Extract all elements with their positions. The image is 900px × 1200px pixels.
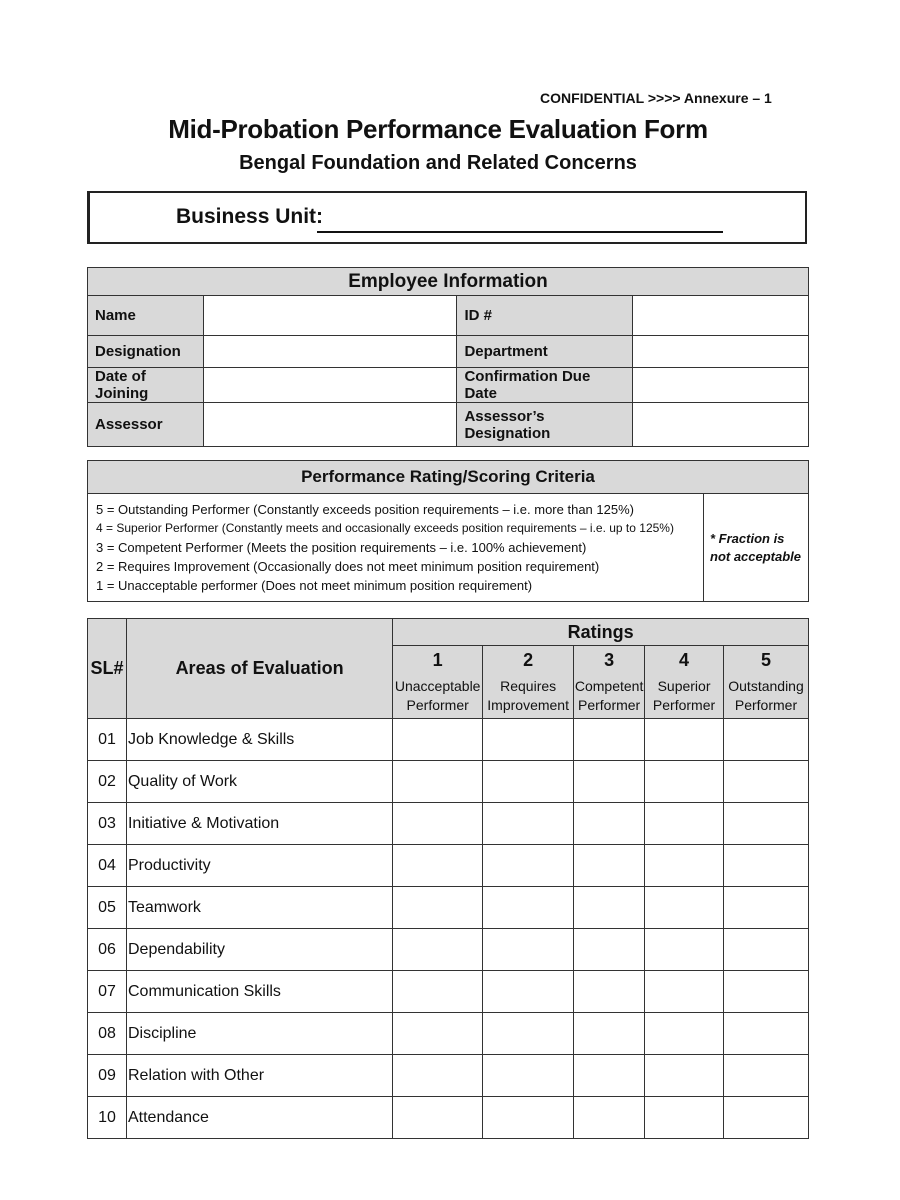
rating-3-cell[interactable]: [574, 719, 645, 761]
rating-5-desc-line-2: Performer: [734, 697, 798, 713]
evaluation-area-label: Dependability: [126, 929, 392, 971]
fraction-note: * Fraction is not acceptable: [704, 494, 809, 602]
table-row: [88, 887, 809, 929]
table-row: [88, 1097, 809, 1139]
date-of-joining-field[interactable]: [203, 368, 457, 403]
rating-3-cell[interactable]: [574, 971, 645, 1013]
table-row: [88, 719, 809, 761]
rating-3-cell[interactable]: [574, 1055, 645, 1097]
table-row: [88, 971, 809, 1013]
evaluation-area-label: Quality of Work: [126, 761, 392, 803]
rating-3-cell[interactable]: [574, 887, 645, 929]
rating-criteria-heading: Performance Rating/Scoring Criteria: [88, 461, 809, 494]
sl-column-header: SL#: [88, 619, 127, 719]
evaluation-area-label: Attendance: [126, 1097, 392, 1139]
rating-2-cell[interactable]: [483, 845, 574, 887]
rating-4-description: [645, 674, 724, 719]
rating-2-cell[interactable]: [483, 761, 574, 803]
assessor-label: Assessor: [88, 403, 204, 447]
row-serial-number: 03: [88, 803, 127, 845]
rating-5-number: 5: [724, 646, 809, 675]
business-unit-label: Business Unit:: [176, 205, 324, 228]
table-row: [88, 929, 809, 971]
rating-4-cell[interactable]: [645, 887, 724, 929]
rating-4-desc-line-1: Superior: [657, 678, 711, 694]
rating-2-cell[interactable]: [483, 929, 574, 971]
rating-5-cell[interactable]: [724, 929, 809, 971]
areas-column-header: Areas of Evaluation: [126, 619, 392, 719]
rating-2-cell[interactable]: [483, 1097, 574, 1139]
confidential-annexure-label: CONFIDENTIAL >>>> Annexure – 1: [540, 90, 772, 106]
designation-label: Designation: [88, 336, 204, 368]
evaluation-area-label: Job Knowledge & Skills: [126, 719, 392, 761]
employee-information-heading: Employee Information: [88, 268, 809, 296]
rating-1-cell[interactable]: [393, 803, 483, 845]
rating-4-cell[interactable]: [645, 1013, 724, 1055]
evaluation-area-label: Initiative & Motivation: [126, 803, 392, 845]
rating-1-cell[interactable]: [393, 971, 483, 1013]
criteria-line: 3 = Competent Performer (Meets the position requirements – i.e. 100% achievement): [96, 540, 587, 555]
rating-4-cell[interactable]: [645, 803, 724, 845]
rating-2-cell[interactable]: [483, 1013, 574, 1055]
row-serial-number: 02: [88, 761, 127, 803]
criteria-line: 1 = Unacceptable performer (Does not meet minimum position requirement): [96, 578, 533, 593]
rating-2-cell[interactable]: [483, 1055, 574, 1097]
rating-2-number: 2: [483, 646, 574, 675]
designation-field[interactable]: [203, 336, 457, 368]
rating-4-cell[interactable]: [645, 929, 724, 971]
row-serial-number: 01: [88, 719, 127, 761]
rating-3-cell[interactable]: [574, 1013, 645, 1055]
rating-4-cell[interactable]: [645, 761, 724, 803]
rating-5-cell[interactable]: [724, 719, 809, 761]
rating-2-description: [483, 674, 574, 719]
department-label: Department: [457, 336, 633, 368]
rating-3-number: 3: [574, 646, 645, 675]
department-field[interactable]: [633, 336, 809, 368]
evaluation-rows: [88, 719, 809, 1139]
rating-4-number: 4: [645, 646, 724, 675]
rating-3-desc-line-1: Competent: [574, 678, 644, 694]
rating-5-cell[interactable]: [724, 845, 809, 887]
rating-criteria-table: [87, 460, 809, 602]
rating-1-number: 1: [393, 646, 483, 675]
rating-3-cell[interactable]: [574, 845, 645, 887]
id-label: ID #: [457, 296, 633, 336]
rating-3-description: [574, 674, 645, 719]
rating-2-cell[interactable]: [483, 887, 574, 929]
row-serial-number: 07: [88, 971, 127, 1013]
rating-5-cell[interactable]: [724, 1013, 809, 1055]
rating-5-cell[interactable]: [724, 1097, 809, 1139]
employee-information-table: [87, 267, 809, 447]
row-serial-number: 06: [88, 929, 127, 971]
rating-1-cell[interactable]: [393, 887, 483, 929]
rating-4-cell[interactable]: [645, 719, 724, 761]
row-serial-number: 05: [88, 887, 127, 929]
rating-4-cell[interactable]: [645, 1097, 724, 1139]
rating-1-description: [393, 674, 483, 719]
criteria-line: 2 = Requires Improvement (Occasionally does not meet minimum position requirement): [96, 559, 600, 574]
id-field[interactable]: [633, 296, 809, 336]
rating-1-cell[interactable]: [393, 1013, 483, 1055]
rating-5-cell[interactable]: [724, 803, 809, 845]
row-serial-number: 10: [88, 1097, 127, 1139]
rating-2-cell[interactable]: [483, 803, 574, 845]
rating-2-desc-line-2: Improvement: [487, 697, 569, 713]
rating-1-cell[interactable]: [393, 929, 483, 971]
evaluation-area-label: Relation with Other: [126, 1055, 392, 1097]
assessor-field[interactable]: [203, 403, 457, 447]
rating-5-cell[interactable]: [724, 887, 809, 929]
rating-3-cell[interactable]: [574, 1097, 645, 1139]
table-row: [88, 845, 809, 887]
business-unit-input-line[interactable]: [317, 231, 723, 233]
table-row: [88, 803, 809, 845]
confirmation-due-date-label: Confirmation Due Date: [457, 368, 633, 403]
table-row: [88, 761, 809, 803]
rating-4-desc-line-2: Performer: [652, 697, 716, 713]
rating-5-cell[interactable]: [724, 761, 809, 803]
areas-of-evaluation-table: [87, 618, 809, 1139]
evaluation-area-label: Communication Skills: [126, 971, 392, 1013]
rating-2-cell[interactable]: [483, 719, 574, 761]
rating-5-desc-line-1: Outstanding: [728, 678, 804, 694]
name-label: Name: [88, 296, 204, 336]
organization-subtitle: Bengal Foundation and Related Concerns: [239, 152, 637, 174]
rating-1-cell[interactable]: [393, 1055, 483, 1097]
rating-2-desc-line-1: Requires: [500, 678, 557, 694]
table-row: [88, 1013, 809, 1055]
ratings-header: Ratings: [393, 619, 809, 646]
rating-1-cell[interactable]: [393, 761, 483, 803]
rating-1-desc-line-2: Performer: [406, 697, 469, 713]
rating-criteria-list: [88, 494, 704, 602]
assessor-designation-field[interactable]: [633, 403, 809, 447]
form-title: Mid-Probation Performance Evaluation Form: [168, 114, 708, 144]
criteria-line: 5 = Outstanding Performer (Constantly exceeds position requirements – i.e. more than 125%): [96, 502, 634, 517]
rating-3-desc-line-2: Performer: [577, 697, 641, 713]
date-of-joining-label: Date of Joining: [88, 368, 204, 403]
rating-5-description: [724, 674, 809, 719]
assessor-designation-label-line-2: Designation: [464, 424, 551, 442]
row-serial-number: 04: [88, 845, 127, 887]
evaluation-area-label: Discipline: [126, 1013, 392, 1055]
rating-1-cell[interactable]: [393, 845, 483, 887]
evaluation-area-label: Productivity: [126, 845, 392, 887]
rating-1-cell[interactable]: [393, 1097, 483, 1139]
rating-1-cell[interactable]: [393, 719, 483, 761]
assessor-designation-label: [457, 403, 633, 447]
rating-4-cell[interactable]: [645, 1055, 724, 1097]
confirmation-due-date-field[interactable]: [633, 368, 809, 403]
row-serial-number: 08: [88, 1013, 127, 1055]
rating-3-cell[interactable]: [574, 761, 645, 803]
criteria-line: 4 = Superior Performer (Constantly meets and occasionally exceeds position requirements – i.e. up to 125%): [96, 521, 674, 535]
rating-1-desc-line-1: Unacceptable: [394, 678, 481, 694]
rating-5-cell[interactable]: [724, 1055, 809, 1097]
evaluation-area-label: Teamwork: [126, 887, 392, 929]
rating-3-cell[interactable]: [574, 803, 645, 845]
rating-3-cell[interactable]: [574, 929, 645, 971]
rating-4-cell[interactable]: [645, 845, 724, 887]
row-serial-number: 09: [88, 1055, 127, 1097]
table-row: [88, 1055, 809, 1097]
name-field[interactable]: [203, 296, 457, 336]
business-unit-box: [87, 191, 807, 244]
rating-5-cell[interactable]: [724, 971, 809, 1013]
rating-2-cell[interactable]: [483, 971, 574, 1013]
assessor-designation-label-line-1: Assessor’s: [464, 407, 545, 425]
rating-4-cell[interactable]: [645, 971, 724, 1013]
